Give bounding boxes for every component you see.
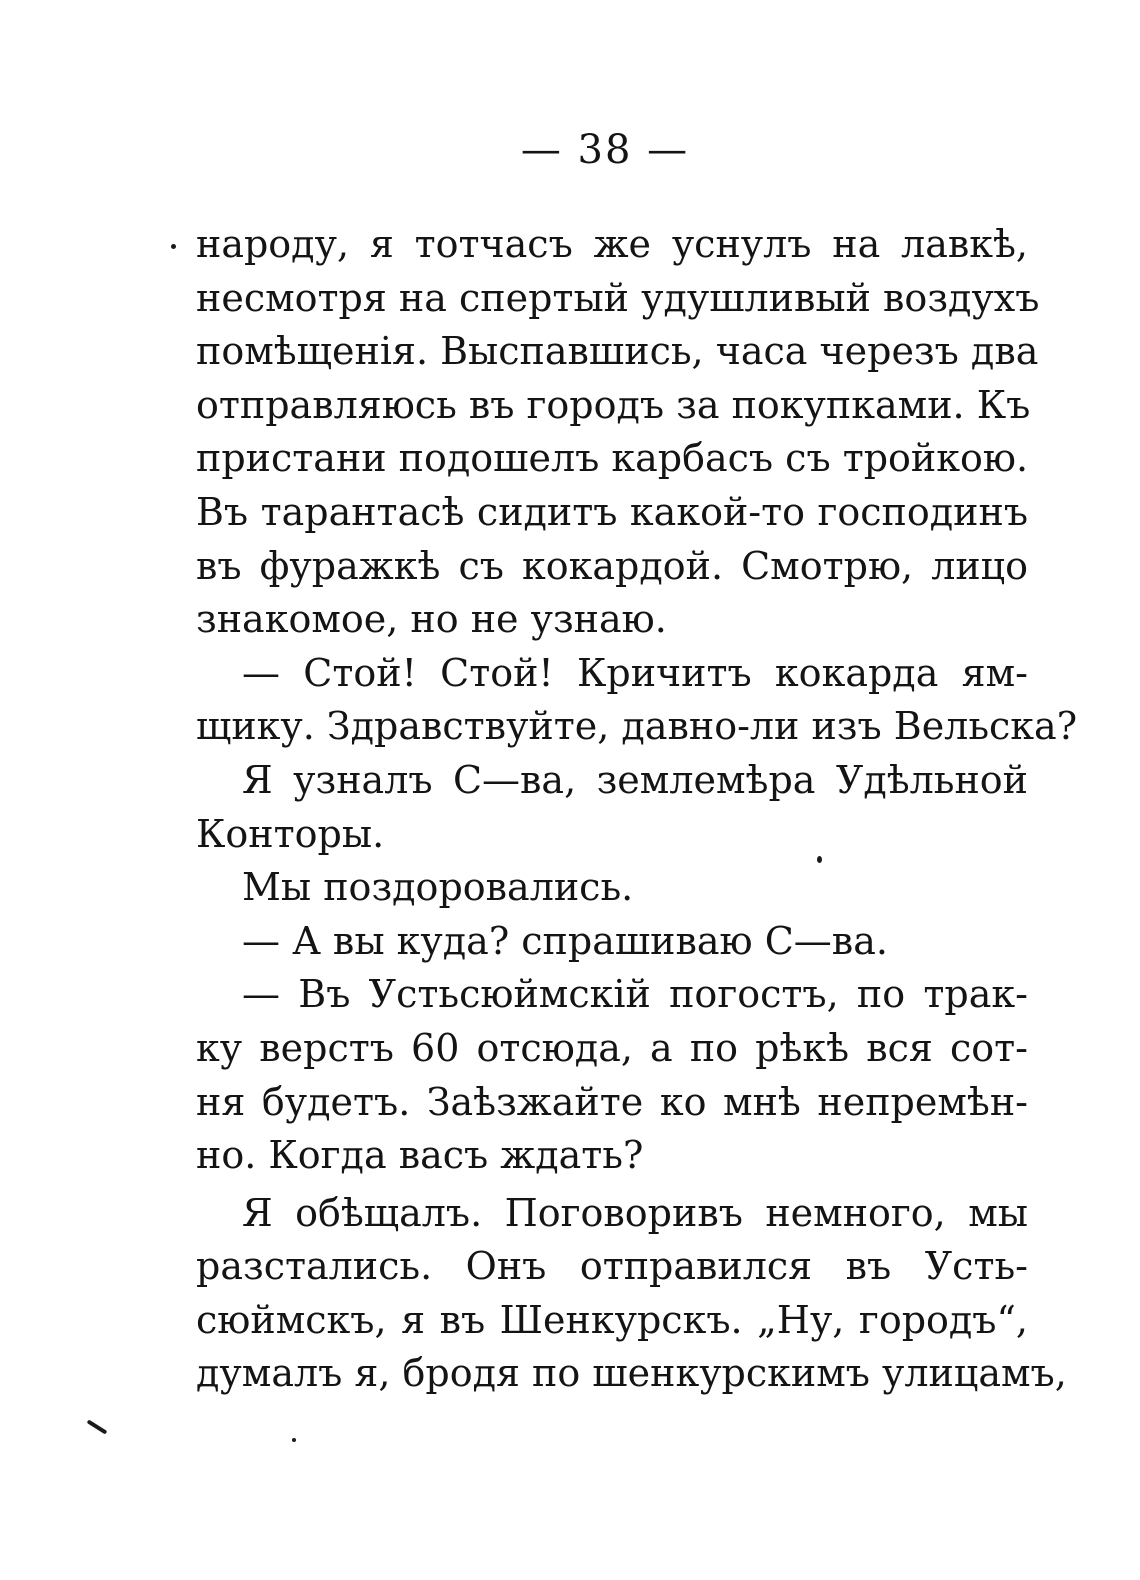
text-line: народу, я тотчасъ же уснулъ на лавкѣ,	[196, 222, 1028, 266]
text-line: знакомое, но не узнаю.	[196, 597, 667, 642]
scan-speck	[292, 1438, 296, 1442]
text-line: думалъ я, бродя по шенкурскимъ улицамъ,	[196, 1351, 1067, 1396]
text-line: ку верстъ 60 отсюда, а по рѣкѣ вся сот-	[196, 1025, 1028, 1070]
text-line: пристани подошелъ карбасъ съ тройкою.	[196, 436, 1029, 481]
page-number: — 38 —	[520, 127, 690, 173]
text-line: въ фуражкѣ съ кокардой. Смотрю, лицо	[196, 543, 1028, 588]
scan-speck	[817, 856, 822, 863]
text-line: Мы поздоровались.	[242, 865, 634, 910]
text-line: несмотря на спертый удушливый воздухъ	[196, 275, 1040, 320]
text-line: Я узналъ С—ва, землемѣра Удѣльной	[242, 757, 1028, 802]
text-line: — Въ Устьсюймскій погостъ, по трак-	[242, 972, 1028, 1017]
text-line: — Стой! Стой! Кричитъ кокарда ям-	[242, 650, 1028, 695]
text-line: Въ тарантасѣ сидитъ какой-то господинъ	[196, 489, 1028, 534]
text-line: разстались. Онъ отправился въ Усть-	[196, 1244, 1028, 1289]
text-line: щику. Здравствуйте, давно-ли изъ Вельска?	[196, 704, 1078, 749]
text-line: но. Когда васъ ждать?	[196, 1133, 644, 1178]
body-text	[196, 218, 1078, 1401]
text-line: ня будетъ. Заѣзжайте ко мнѣ непремѣн-	[196, 1079, 1028, 1124]
text-line: — А вы куда? спрашиваю С—ва.	[242, 918, 888, 963]
text-line: Конторы.	[196, 811, 385, 856]
scan-speck	[171, 244, 176, 249]
text-line: отправляюсь въ городъ за покупками. Къ	[196, 382, 1031, 427]
text-line: Я обѣщалъ. Поговоривъ немного, мы	[242, 1190, 1028, 1235]
text-line: помѣщенія. Выспавшись, часа черезъ два	[196, 329, 1039, 374]
text-line: сюймскъ, я въ Шенкурскъ. „Ну, городъ“,	[196, 1297, 1028, 1342]
scan-speck	[87, 1419, 108, 1434]
